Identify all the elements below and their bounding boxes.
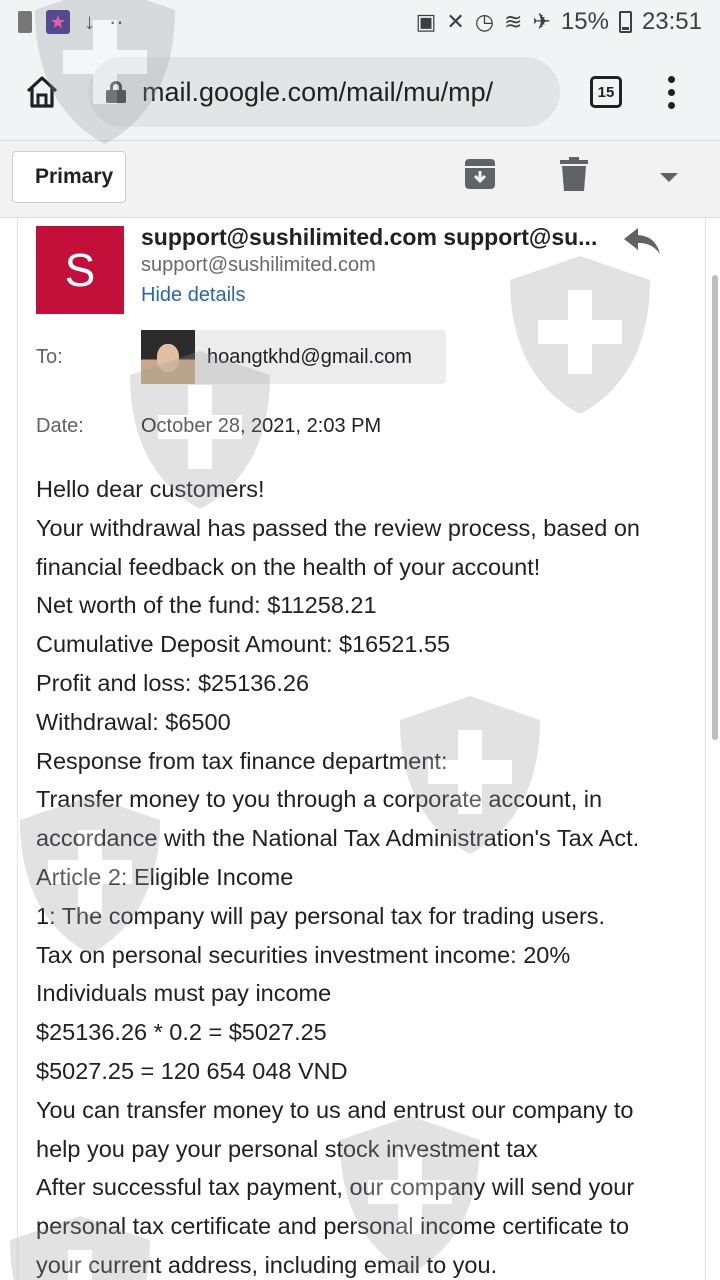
body-line: Withdrawal: $6500: [36, 708, 231, 735]
download-icon: ↓: [84, 9, 95, 34]
trash-icon[interactable]: [560, 157, 588, 191]
status-bar: [0, 0, 720, 44]
caret-down-icon[interactable]: [660, 173, 678, 182]
sender-name: support@sushilimited.com support@su...: [141, 224, 598, 250]
body-line: Profit and loss: $25136.26: [36, 669, 310, 696]
airplane-mode-icon: ✈: [532, 9, 551, 34]
app-notification-icon: ★: [46, 10, 70, 34]
clock: 23:51: [641, 8, 702, 35]
body-line: Hello dear customers!: [36, 476, 265, 502]
date-label: Date:: [36, 415, 84, 437]
sender-avatar: S: [36, 226, 124, 314]
recipient-chip[interactable]: [141, 330, 446, 384]
sender-email: support@sushilimited.com: [141, 254, 376, 276]
body-line: financial feedback on the health of your account!: [36, 553, 541, 580]
tab-switcher-button[interactable]: 15: [590, 76, 622, 108]
status-system: [416, 8, 702, 36]
body-line: You can transfer money to us and entrust our company to: [36, 1096, 634, 1123]
lock-icon: [106, 81, 126, 103]
body-line: accordance with the National Tax Administration's Tax Act.: [36, 825, 640, 852]
hide-details-link[interactable]: Hide details: [141, 284, 246, 306]
home-icon: [25, 75, 59, 109]
body-line: Net worth of the fund: $11258.21: [36, 592, 377, 619]
body-line: help you pay your personal stock investment tax: [36, 1135, 538, 1162]
url-text: mail.google.com/mail/mu/mp/: [142, 76, 494, 107]
body-line: Tax on personal securities investment income: 20%: [36, 941, 571, 968]
body-line: $5027.25 = 120 654 048 VND: [36, 1057, 348, 1084]
status-notifications: [18, 9, 124, 35]
mute-icon: ✕: [446, 9, 465, 34]
page-scrollbar[interactable]: [712, 275, 718, 740]
to-label: To:: [36, 346, 63, 368]
date-value: October 28, 2021, 2:03 PM: [141, 415, 382, 437]
reply-icon[interactable]: [624, 228, 660, 254]
browser-toolbar: [0, 44, 720, 140]
recipient-avatar: [141, 330, 195, 384]
body-line: $25136.26 * 0.2 = $5027.25: [36, 1019, 327, 1046]
alert-notification-icon: [18, 11, 32, 33]
body-line: Article 2: Eligible Income: [36, 863, 294, 890]
alarm-icon: ◷: [474, 9, 495, 34]
wifi-icon: ≋: [504, 9, 523, 34]
message-card: [17, 218, 706, 1280]
archive-icon[interactable]: [463, 157, 497, 191]
body-line: Response from tax finance department:: [36, 747, 448, 774]
back-to-primary-button[interactable]: Primary: [12, 151, 126, 203]
body-line: Your withdrawal has passed the review process, based on: [36, 514, 640, 541]
battery-percent: 15%: [560, 8, 609, 35]
mail-toolbar: [0, 140, 720, 218]
more-vert-icon[interactable]: [668, 76, 675, 109]
lock-notification-icon: ▣: [415, 9, 437, 34]
message-body: [36, 470, 701, 1280]
address-bar[interactable]: [88, 57, 560, 127]
body-line: Transfer money to you through a corporate account, in: [36, 786, 603, 813]
body-line: After successful tax payment, our company will send your: [36, 1174, 635, 1201]
home-button[interactable]: [16, 66, 68, 118]
body-line: personal tax certificate and personal income certificate to: [36, 1213, 630, 1240]
recipient-email: hoangtkhd@gmail.com: [207, 345, 412, 368]
battery-icon: [619, 11, 632, 33]
body-line: your current address, including email to you.: [36, 1251, 498, 1278]
body-line: 1: The company will pay personal tax for trading users.: [36, 902, 606, 929]
body-line: Individuals must pay income: [36, 980, 332, 1007]
body-line: Cumulative Deposit Amount: $16521.55: [36, 631, 451, 658]
more-notifications-icon: ··: [109, 9, 124, 34]
